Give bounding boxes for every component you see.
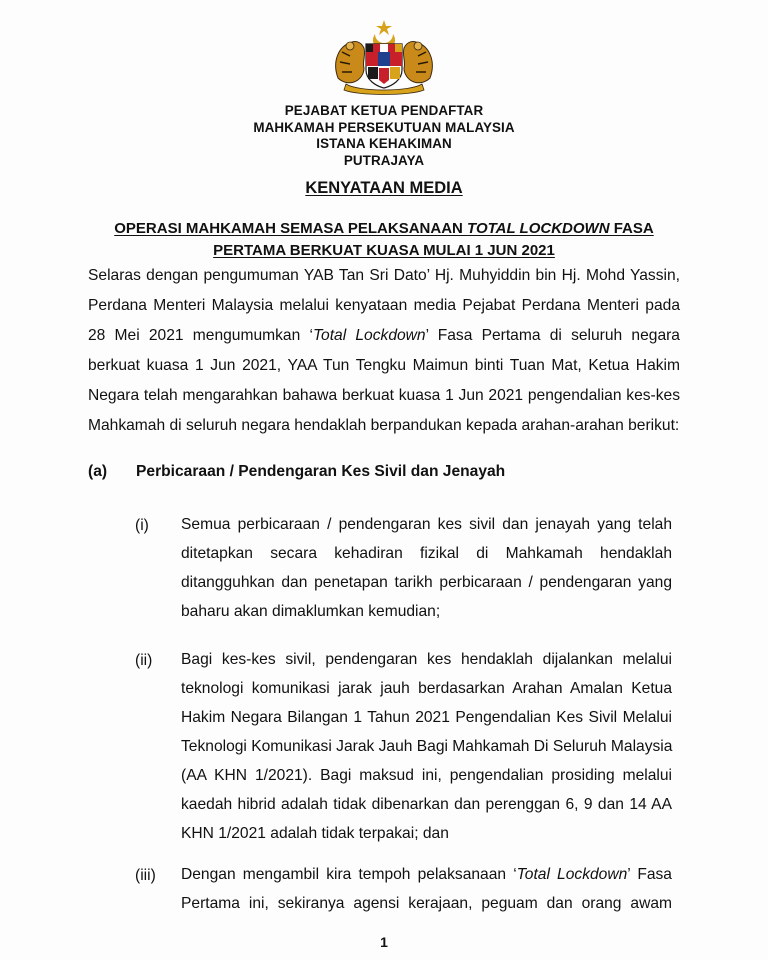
item-text-part: ’ Fasa — [627, 866, 672, 883]
intro-line: Mahkamah di seluruh negara hendaklah berpandukan kepada arahan-arahan berikut: — [88, 417, 680, 434]
item-line: teknologi komunikasi jarak jauh berdasarkan Arahan Amalan Ketua — [181, 680, 672, 697]
item-emphasis: Total Lockdown — [516, 866, 628, 883]
subject-line-2: PERTAMA BERKUAT KUASA MULAI 1 JUN 2021 — [213, 242, 555, 259]
item-line: (AA KHN 1/2021). Bagi maksud ini, pengendalian prosiding melalui — [181, 767, 672, 784]
subject-line-1 — [0, 218, 768, 240]
header-line-court: MAHKAMAH PERSEKUTUAN MALAYSIA — [253, 119, 515, 135]
section-a-title: Perbicaraan / Pendengaran Kes Sivil dan Jenayah — [136, 463, 506, 480]
intro-line — [88, 321, 680, 351]
intro-paragraph — [88, 261, 680, 441]
item-iii-number: (iii) — [135, 867, 156, 884]
subject-heading — [0, 218, 768, 262]
item-i-number: (i) — [135, 517, 149, 534]
header-line-city: PUTRAJAYA — [343, 152, 425, 168]
item-line: Teknologi Komunikasi Jarak Jauh Bagi Mahkamah Di Seluruh Malaysia — [181, 738, 673, 755]
header-line-palace: ISTANA KEHAKIMAN — [316, 136, 452, 151]
intro-line: Negara telah mengarahkan bahawa berkuat kuasa 1 Jun 2021 pengendalian kes-kes — [88, 387, 680, 404]
office-header — [0, 103, 768, 169]
item-i-text — [181, 510, 672, 626]
document-title: KENYATAAN MEDIA — [305, 179, 463, 197]
item-line: ditangguhkan dan penetapan tarikh perbicaraan / pendengaran yang — [181, 574, 672, 591]
intro-line: Selaras dengan pengumuman YAB Tan Sri Dato’ Hj. Muhyiddin bin Hj. Mohd Yassin, — [88, 267, 680, 284]
item-line: Bagi kes-kes sivil, pendengaran kes hendaklah dijalankan melalui — [181, 651, 672, 668]
item-line: Semua perbicaraan / pendengaran kes sivil dan jenayah yang telah — [181, 516, 672, 533]
item-text-part: Dengan mengambil kira tempoh pelaksanaan ‘ — [181, 866, 517, 883]
item-line: Hakim Negara Bilangan 1 Tahun 2021 Pengendalian Kes Sivil Melalui — [181, 709, 672, 726]
page-number: 1 — [380, 934, 388, 950]
intro-text: 28 Mei 2021 mengumumkan ‘ — [88, 327, 313, 344]
item-line: KHN 1/2021 adalah tidak terpakai; dan — [181, 825, 449, 842]
item-iii-text — [181, 860, 672, 918]
item-line: Pertama ini, sekiranya agensi kerajaan, peguam dan orang awam — [181, 895, 672, 912]
item-line: ditetapkan secara kehadiran fizikal di Mahkamah hendaklah — [181, 545, 672, 562]
intro-text: ’ Fasa Pertama di seluruh negara — [425, 327, 680, 344]
section-a-label: (a) — [88, 463, 108, 480]
subject-text: FASA — [609, 220, 654, 237]
item-ii-number: (ii) — [135, 652, 153, 669]
item-line: baharu akan dimaklumkan kemudian; — [181, 603, 441, 620]
intro-line: berkuat kuasa 1 Jun 2021, YAA Tun Tengku Maimun binti Tuan Mat, Ketua Hakim — [88, 357, 680, 374]
subject-emphasis: TOTAL LOCKDOWN — [467, 220, 610, 237]
intro-emphasis: Total Lockdown — [312, 327, 426, 344]
item-ii-text — [181, 645, 672, 848]
intro-line: Perdana Menteri Malaysia melalui kenyataan media Pejabat Perdana Menteri pada — [88, 297, 680, 314]
subject-text: OPERASI MAHKAMAH SEMASA PELAKSANAAN — [114, 220, 468, 237]
item-line: kaedah hibrid adalah tidak dibenarkan dan perenggan 6, 9 dan 14 AA — [181, 796, 672, 813]
coat-of-arms-icon — [328, 18, 440, 96]
header-line-office: PEJABAT KETUA PENDAFTAR — [284, 103, 484, 118]
item-line — [181, 860, 672, 889]
